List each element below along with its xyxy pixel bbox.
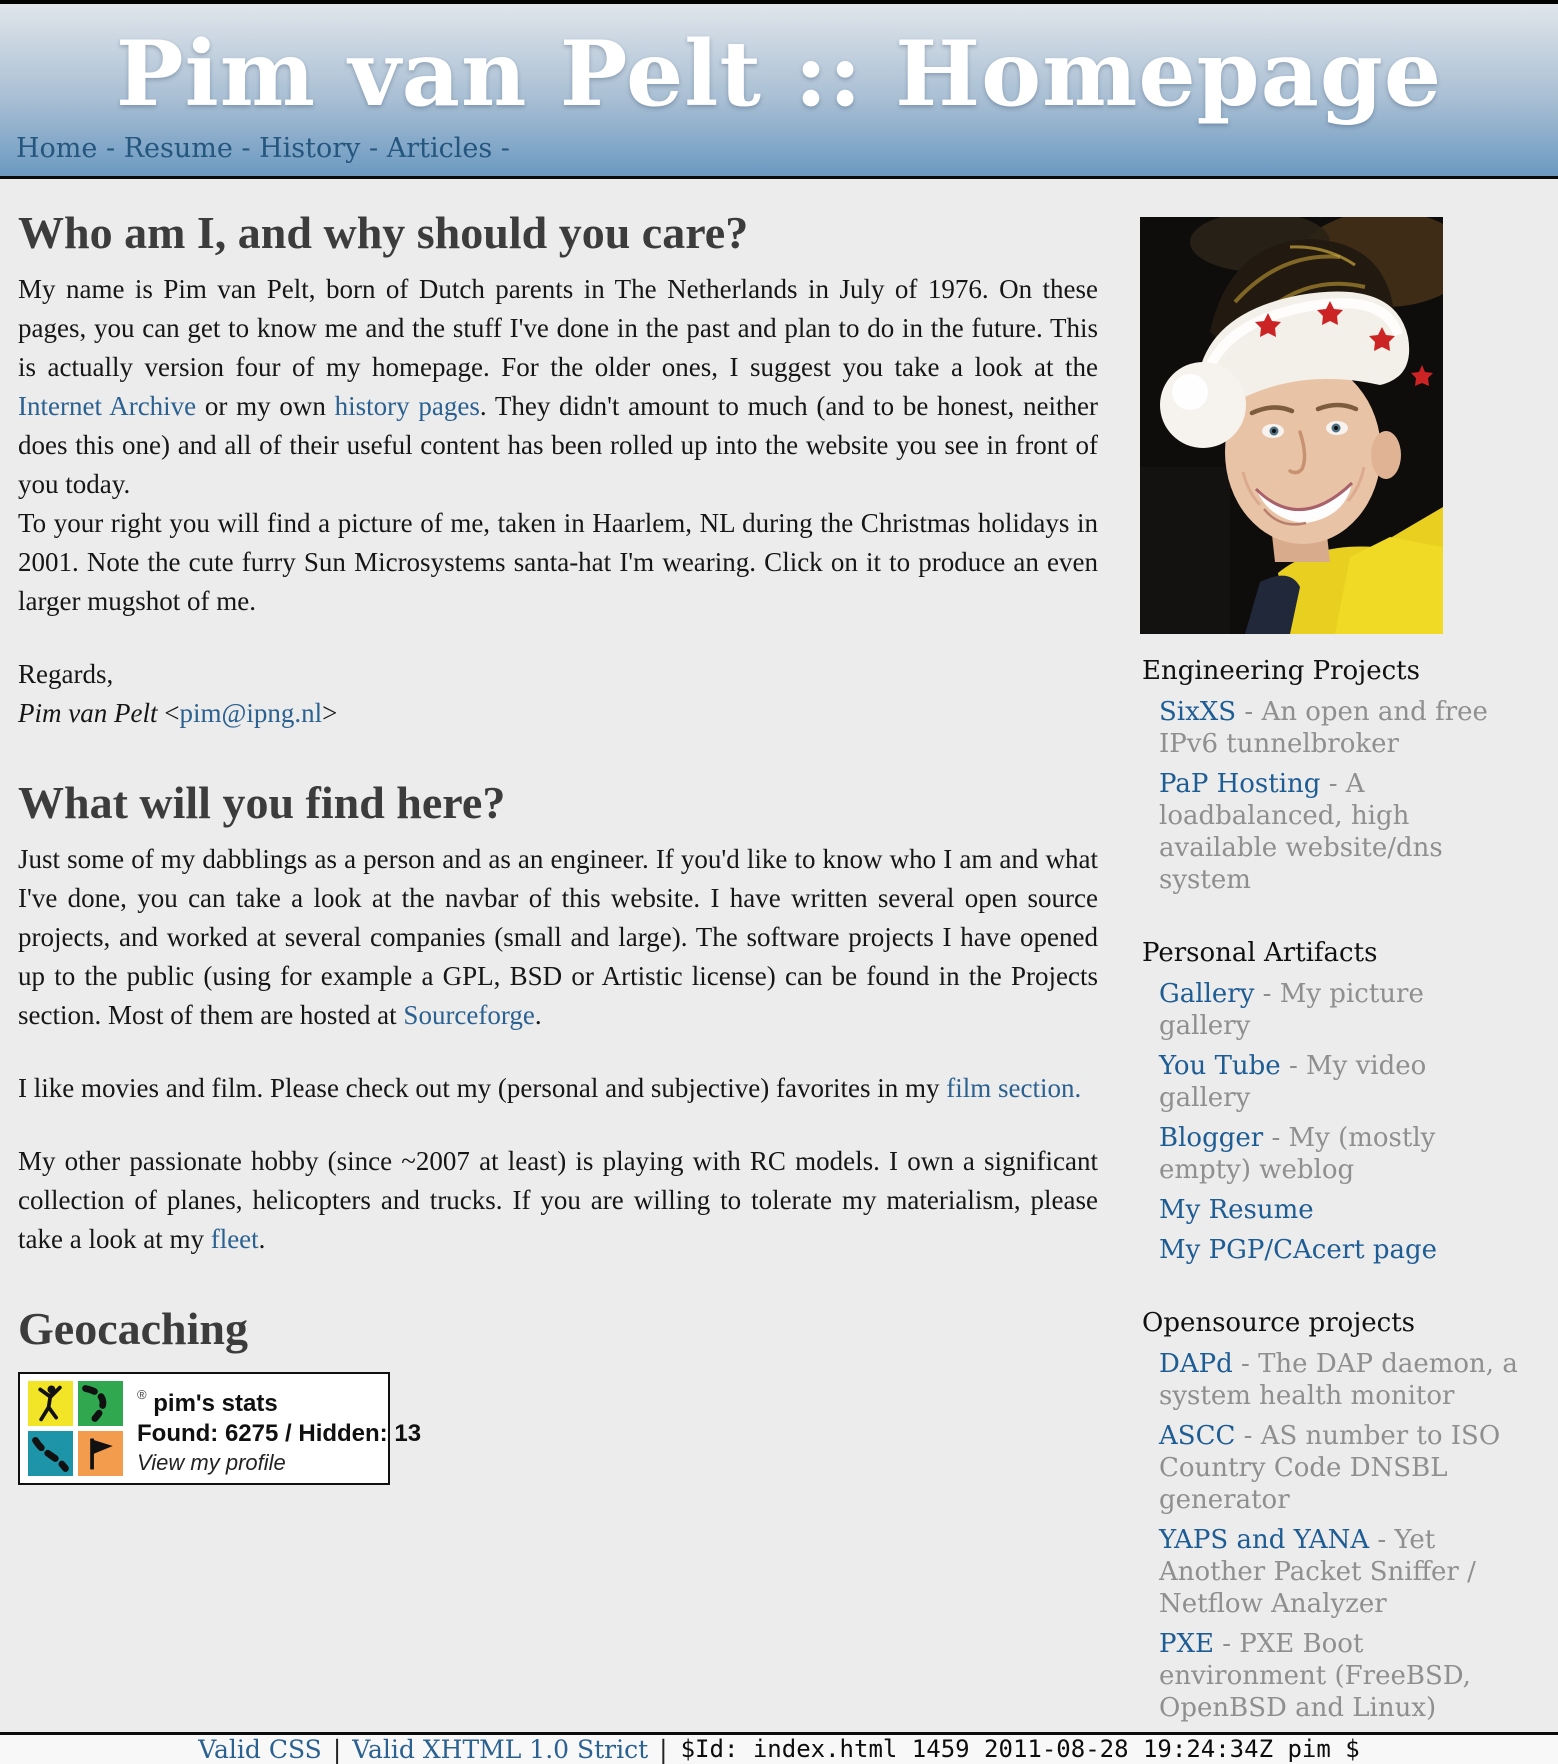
inline-link-internet-archive[interactable]: Internet Archive <box>18 390 197 421</box>
trail-green-icon <box>78 1381 123 1426</box>
sidebar-item <box>1159 1348 1518 1412</box>
sidebar-section-title-personal-artifacts: Personal Artifacts <box>1142 937 1378 968</box>
sidebar-item-desc: - AS number to ISO Country Code DNSBL generator <box>1159 1420 1501 1515</box>
sidebar-section-items <box>1140 978 1518 1266</box>
sidebar-link-ascc[interactable]: ASCC <box>1159 1420 1236 1451</box>
sidebar <box>1140 197 1518 1732</box>
sidebar-item <box>1159 1420 1518 1516</box>
sidebar-link-blogger[interactable]: Blogger <box>1159 1122 1264 1153</box>
nav-link-history[interactable]: History <box>259 132 361 164</box>
heading-who-am-i-and-why-should-you-care: Who am I, and why should you care? <box>18 206 749 258</box>
sidebar-item-desc: - My (mostly empty) weblog <box>1159 1122 1436 1185</box>
article <box>18 197 1098 1486</box>
sidebar-item <box>1159 1050 1518 1114</box>
sidebar-section-title-engineering-projects: Engineering Projects <box>1142 655 1420 686</box>
sidebar-link-my-pgp-cacert-page[interactable]: My PGP/CAcert page <box>1159 1234 1438 1265</box>
nav-link-resume[interactable]: Resume <box>123 132 233 164</box>
sidebar-item <box>1159 768 1518 896</box>
sidebar-section-title-opensource-projects: Opensource projects <box>1142 1307 1415 1338</box>
sidebar-item-desc: - PXE Boot environment (FreeBSD, OpenBSD and Linux) <box>1159 1628 1471 1723</box>
footer-link-valid-xhtml-1-0-strict[interactable]: Valid XHTML 1.0 Strict <box>352 1734 649 1764</box>
sidebar-sections <box>1140 656 1518 1724</box>
nav-separator: - <box>360 132 387 164</box>
sidebar-item-desc: - An open and free IPv6 tunnelbroker <box>1159 696 1488 759</box>
geocaching-stats-text <box>137 1380 421 1477</box>
registered-mark: ® <box>137 1387 147 1403</box>
trail-teal-icon <box>28 1431 73 1476</box>
sidebar-link-yaps-and-yana[interactable]: YAPS and YANA <box>1159 1524 1370 1555</box>
nav-link-articles[interactable]: Articles <box>386 132 493 164</box>
geocacher-figure-icon <box>28 1381 73 1426</box>
sidebar-link-dapd[interactable]: DAPd <box>1159 1348 1233 1379</box>
heading-geocaching: Geocaching <box>18 1303 248 1355</box>
sidebar-item <box>1159 1194 1518 1226</box>
geocaching-stats-badge[interactable] <box>18 1372 422 1485</box>
sidebar-item-desc: - The DAP daemon, a system health monitor <box>1159 1348 1518 1411</box>
nav-separator: - <box>97 132 124 164</box>
geocaching-view-profile-link[interactable]: View my profile <box>137 1450 286 1476</box>
geocaching-stats-title: ® pim's stats <box>137 1387 278 1418</box>
geocaching-logo <box>28 1381 123 1476</box>
sidebar-item <box>1159 1524 1518 1620</box>
main-nav <box>0 125 1558 176</box>
sidebar-link-pxe[interactable]: PXE <box>1159 1628 1214 1659</box>
paragraph: Regards, Pim van Pelt <pim@ipng.nl> <box>18 658 338 728</box>
footer-links <box>198 1735 648 1764</box>
sidebar-item-desc: - Yet Another Packet Sniffer / Netflow Analyzer <box>1159 1524 1476 1619</box>
sidebar-link-sixxs[interactable]: SixXS <box>1159 696 1237 727</box>
nav-link-home[interactable]: Home <box>16 132 98 164</box>
footer-separator: | <box>332 1734 342 1764</box>
sidebar-item <box>1159 1628 1518 1724</box>
geocaching-found-hidden: Found: 6275 / Hidden: 13 <box>137 1420 422 1448</box>
sidebar-link-gallery[interactable]: Gallery <box>1159 978 1255 1009</box>
heading-what-will-you-find-here: What will you find here? <box>18 776 506 828</box>
inline-link-film-section[interactable]: film section. <box>946 1073 1082 1104</box>
sidebar-item-desc: - My picture gallery <box>1159 978 1424 1041</box>
sidebar-item <box>1159 1122 1518 1186</box>
nav-separator: - <box>232 132 260 164</box>
flag-icon <box>78 1431 123 1476</box>
main-content <box>0 179 1558 1732</box>
sidebar-item <box>1159 978 1518 1042</box>
page-header <box>0 0 1558 179</box>
signature-name: Pim van Pelt <box>18 697 158 728</box>
sidebar-section-items <box>1140 1348 1518 1724</box>
page-title: Pim van Pelt :: Homepage <box>115 21 1443 127</box>
sidebar-item-desc: - A loadbalanced, high available website/dns system <box>1159 768 1443 895</box>
sidebar-item-desc: - My video gallery <box>1159 1050 1427 1113</box>
inline-link-sourceforge[interactable]: Sourceforge <box>403 1000 535 1031</box>
sidebar-item <box>1159 1234 1518 1266</box>
footer-separator: | <box>659 1734 668 1764</box>
paragraph: I like movies and film. Please check out my (personal and subjective) favorites in my film section. <box>18 1073 1082 1104</box>
paragraph: My other passionate hobby (since ~2007 at least) is playing with RC models. I own a significant collection of planes, helicopters and trucks. If you are willing to tolerate my materialism, please take a look at my fleet. <box>18 1146 1098 1255</box>
footer-revision-id: $Id: index.html 1459 2011-08-28 19:24:34Z pim $ <box>680 1735 1360 1764</box>
page-footer <box>0 1732 1558 1764</box>
paragraph: Just some of my dabblings as a person and as an engineer. If you'd like to know who I am and what I've done, you can take a look at the navbar of this website. I have written several open source projects, and worked at several companies (small and large). The software projects I have opened up to the public (using for example a GPL, BSD or Artistic license) can be found in the Projects section. Most of them are hosted at Sourceforge. <box>18 844 1098 1031</box>
sidebar-item <box>1159 696 1518 760</box>
mugshot-photo[interactable] <box>1140 217 1443 634</box>
inline-link-fleet[interactable]: fleet <box>210 1224 259 1255</box>
sidebar-link-you-tube[interactable]: You Tube <box>1159 1050 1281 1081</box>
inline-link-history-pages[interactable]: history pages <box>334 390 480 421</box>
sidebar-link-pap-hosting[interactable]: PaP Hosting <box>1159 768 1321 799</box>
sidebar-link-my-resume[interactable]: My Resume <box>1159 1194 1314 1225</box>
paragraph: My name is Pim van Pelt, born of Dutch parents in The Netherlands in July of 1976. On these pages, you can get to know me and the stuff I've done in the past and plan to do in the future. This is actually version four of my homepage. For the older ones, I suggest you take a look at the Internet Archive or my own history pages. They didn't amount to much (and to be honest, neither does this one) and all of their useful content has been rolled up into the website you see in front of you today. To your right you will find a picture of me, taken in Haarlem, NL during the Christmas holidays in 2001. Note the cute furry Sun Microsystems santa-hat I'm wearing. Click on it to produce an even larger mugshot of me. <box>18 273 1098 616</box>
footer-link-valid-css[interactable]: Valid CSS <box>198 1734 322 1764</box>
article-blocks <box>18 205 1098 1357</box>
sidebar-section-items <box>1140 696 1518 896</box>
portrait-santa-hat-image <box>1140 217 1443 634</box>
inline-link-pim-ipng-nl[interactable]: pim@ipng.nl <box>179 697 323 728</box>
nav-separator: - <box>492 132 510 164</box>
